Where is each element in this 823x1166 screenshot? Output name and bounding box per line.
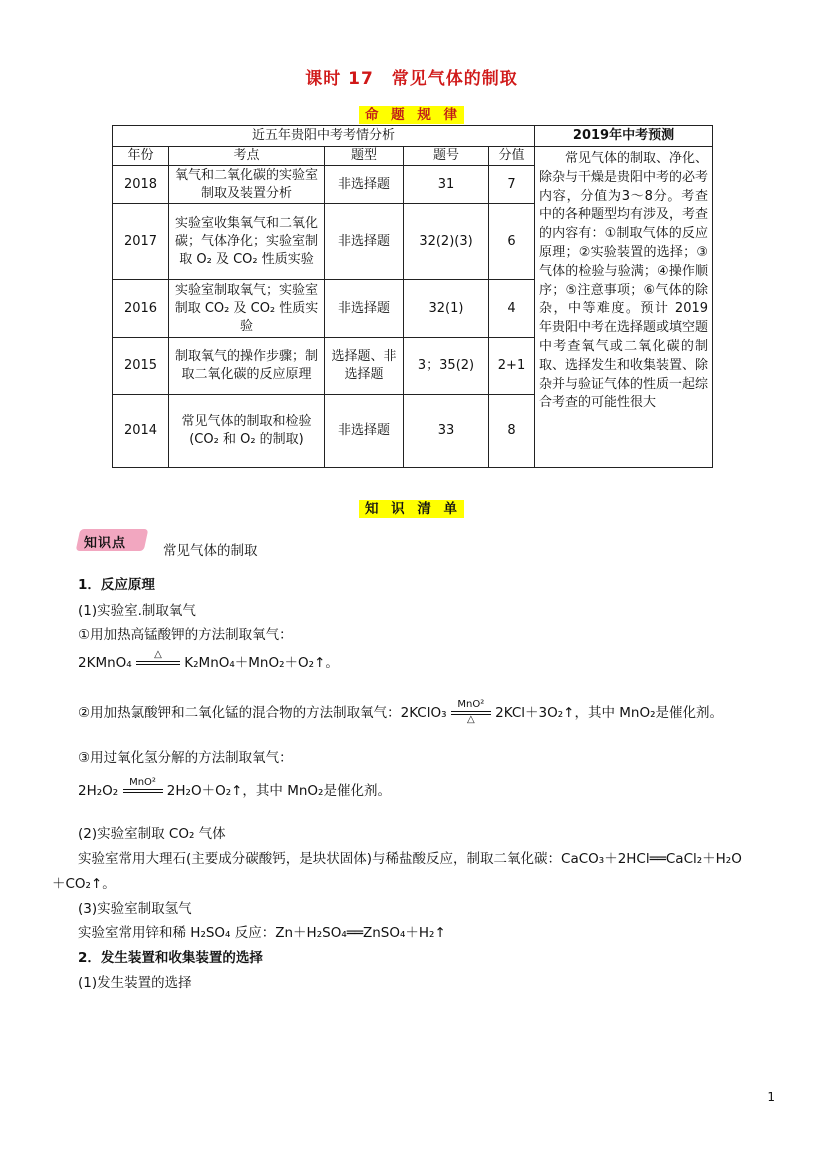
section-heading-rules: 命 题 规 律 [0, 103, 823, 123]
cell-num: 3；35(2) [404, 338, 489, 395]
method-h2o2: ③用过氧化氢分解的方法制取氧气： [78, 750, 293, 766]
subheading-oxygen: (1)实验室.制取氧气 [78, 603, 196, 619]
cell-type: 非选择题 [325, 280, 404, 338]
subheading-co2: (2)实验室制取 CO₂ 气体 [78, 826, 226, 842]
equation-kclo3 [78, 700, 723, 726]
page-number: 1 [767, 1090, 775, 1104]
cell-score: 2+1 [489, 338, 535, 395]
cell-score: 4 [489, 280, 535, 338]
equation-h2o2 [78, 778, 391, 804]
cell-point: 实验室制取氧气；实验室制取 CO₂ 及 CO₂ 性质实验 [169, 280, 325, 338]
cell-point: 氧气和二氧化碳的实验室制取及装置分析 [169, 166, 325, 204]
subheading-h2: (3)实验室制取氢气 [78, 901, 192, 917]
cell-score: 7 [489, 166, 535, 204]
cell-point: 实验室收集氧气和二氧化碳；气体净化；实验室制取 O₂ 及 CO₂ 性质实验 [169, 204, 325, 280]
catalyst-heat-condition: MnO² △ [451, 700, 491, 726]
equation-kmno4 [78, 650, 339, 676]
method-kmno4: ①用加热高锰酸钾的方法制取氧气： [78, 627, 293, 643]
col-header: 分值 [489, 147, 535, 166]
col-header: 题号 [404, 147, 489, 166]
paragraph-co2-cont: ＋CO₂↑。 [52, 876, 116, 892]
cell-year: 2016 [113, 280, 169, 338]
exam-analysis-table [112, 125, 713, 468]
cell-year: 2015 [113, 338, 169, 395]
eq-left: 2H₂O₂ [78, 783, 119, 799]
cell-year: 2017 [113, 204, 169, 280]
cell-type: 选择题、非选择题 [325, 338, 404, 395]
eq-left: 2KMnO₄ [78, 655, 132, 671]
eq-right: 2KCl＋3O₂↑，其中 MnO₂是催化剂。 [495, 705, 723, 721]
heading-reaction-principle: 1．反应原理 [78, 577, 155, 593]
eq-right: K₂MnO₄＋MnO₂＋O₂↑。 [184, 655, 339, 671]
cell-num: 31 [404, 166, 489, 204]
eq-left: ②用加热氯酸钾和二氧化锰的混合物的方法制取氧气：2KClO₃ [78, 705, 447, 721]
table-column-headers [113, 147, 713, 166]
cell-type: 非选择题 [325, 166, 404, 204]
col-header: 题型 [325, 147, 404, 166]
eq-right: 2H₂O＋O₂↑，其中 MnO₂是催化剂。 [166, 783, 391, 799]
cell-point: 制取氧气的操作步骤；制取二氧化碳的反应原理 [169, 338, 325, 395]
subheading-generator: (1)发生装置的选择 [78, 975, 192, 991]
cell-year: 2018 [113, 166, 169, 204]
knowledge-title: 常见气体的制取 [163, 543, 258, 559]
cell-year: 2014 [113, 395, 169, 468]
catalyst-condition: MnO² [123, 778, 163, 804]
prediction-text: 常见气体的制取、净化、除杂与干燥是贵阳中考的必考内容，分值为3～8分。考查中的各种题型均有涉及，考查的内容有：①制取气体的反应原理；②实验装置的选择；③气体的检验与验满；④操作顺序；⑤注意事项；⑥气体的除杂，中等难度。预计 2019 年贵阳中考在选择题或填空题中考查氧气或二氧化碳的制取、选择发生和收集装置、除杂并与验证气体的性质一起综合考查的可能性很大 [535, 147, 713, 468]
page-title: 课时 17 常见气体的制取 [305, 69, 518, 89]
table-right-header: 2019年中考预测 [535, 126, 713, 147]
knowledge-tag: 知识点 [84, 536, 127, 551]
cell-num: 32(1) [404, 280, 489, 338]
table-left-header: 近五年贵阳中考考情分析 [113, 126, 535, 147]
cell-type: 非选择题 [325, 204, 404, 280]
cell-type: 非选择题 [325, 395, 404, 468]
paragraph-co2: 实验室常用大理石(主要成分碳酸钙，是块状固体)与稀盐酸反应，制取二氧化碳：CaCO₃＋2HCl══CaCl₂＋H₂O [78, 851, 742, 867]
paragraph-h2: 实验室常用锌和稀 H₂SO₄ 反应：Zn＋H₂SO₄══ZnSO₄＋H₂↑ [78, 925, 446, 941]
heat-condition: △ [136, 650, 180, 676]
cell-score: 8 [489, 395, 535, 468]
col-header: 年份 [113, 147, 169, 166]
cell-num: 32(2)(3) [404, 204, 489, 280]
cell-point: 常见气体的制取和检验(CO₂ 和 O₂ 的制取) [169, 395, 325, 468]
cell-score: 6 [489, 204, 535, 280]
col-header: 考点 [169, 147, 325, 166]
heading-apparatus: 2．发生装置和收集装置的选择 [78, 950, 263, 966]
section-heading-knowledge: 知 识 清 单 [0, 497, 823, 517]
cell-num: 33 [404, 395, 489, 468]
